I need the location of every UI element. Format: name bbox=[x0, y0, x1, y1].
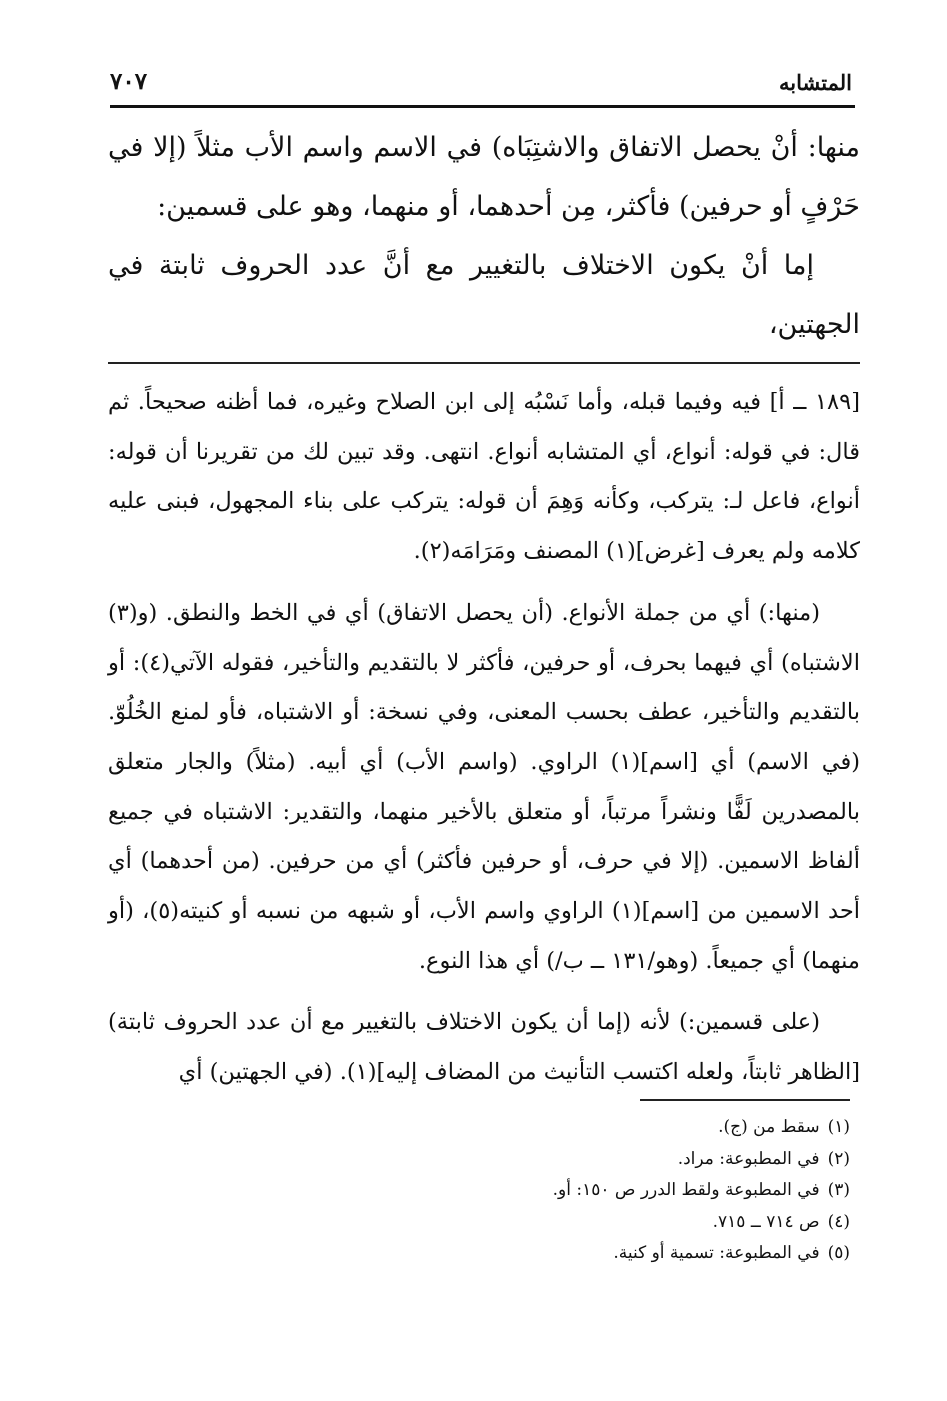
commentary-text bbox=[108, 378, 860, 1098]
footnote-divider bbox=[640, 1099, 850, 1101]
footnote-number: (١) bbox=[827, 1117, 850, 1137]
footnote bbox=[380, 1238, 850, 1270]
section-divider bbox=[108, 362, 860, 364]
footnote bbox=[380, 1175, 850, 1207]
footnote-number: (٢) bbox=[827, 1148, 850, 1169]
footnote-text: سقط من (ج). bbox=[718, 1117, 820, 1137]
footnote bbox=[380, 1112, 850, 1144]
footnote-number: (٤) bbox=[827, 1211, 850, 1232]
footnote-number: (٣) bbox=[827, 1180, 850, 1200]
commentary-paragraph: [١٨٩ ــ أ] فيه وفيما قبله، وأما نَسْبُه إلى ابن الصلاح وغيره، فما أظنه صحيحاً. ثم قال: في قوله: أنواع، أي المتشابه أنواع. انتهى. وقد تبين لك من تقريرنا أن قوله: أنواع، فاعل لـ: يتركب، وكأنه وَهِمَ أن قوله: يتركب على بناء المجهول، فبنى عليه كلامه ولم يعرف [غرض](١) المصنف ومَرَامَه(٢). bbox=[108, 389, 860, 565]
footnote-text: في المطبوعة: تسمية أو كنية. bbox=[613, 1243, 820, 1263]
main-text bbox=[108, 118, 860, 354]
running-title: المتشابه bbox=[779, 70, 852, 95]
footnote-text: ص ٧١٤ ــ ٧١٥. bbox=[712, 1211, 820, 1232]
footnote-number: (٥) bbox=[827, 1243, 850, 1263]
page-number: ٧٠٧ bbox=[110, 68, 148, 95]
main-paragraph: إما أنْ يكون الاختلاف بالتغيير مع أنَّ عدد الحروف ثابتة في الجهتين، bbox=[108, 250, 860, 340]
commentary-paragraph: (منها:) أي من جملة الأنواع. (أن يحصل الاتفاق) أي في الخط والنطق. (و(٣) الاشتباه) أي فيهما بحرف، أو حرفين، فأكثر لا بالتقديم والتأخير، فقوله الآتي(٤): أو بالتقديم والتأخير، عطف بحسب المعنى، وفي نسخة: أو الاشتباه، فأو لمنع الخُلُوّ. (في الاسم) أي [اسم](١) الراوي. (واسم الأب) أي أبيه. (مثلاً) والجار متعلق بالمصدرين لَفًّا ونشراً مرتباً، أو متعلق بالأخير منهما، والتقدير: الاشتباه في جميع ألفاظ الاسمين. (إلا في حرف، أو حرفين فأكثر) أي من حرفين. (من أحدهما) أي أحد الاسمين من [اسم](١) الراوي واسم الأب، أو شبهه من نسبه أو كنيته(٥)، (أو منهما) أي جميعاً. (وهو/١٣١ ــ ب/) أي هذا النوع. bbox=[108, 599, 860, 974]
header-rule bbox=[110, 105, 855, 108]
footnote bbox=[380, 1144, 850, 1176]
footnote-text: في المطبوعة: مراد. bbox=[677, 1148, 820, 1169]
footnote bbox=[380, 1207, 850, 1239]
footnote-text: في المطبوعة ولقط الدرر ص ١٥٠: أو. bbox=[552, 1180, 820, 1200]
page-header bbox=[110, 62, 852, 106]
main-paragraph: منها: أنْ يحصل الاتفاق والاشتِبَاه) في الاسم واسم الأب مثلاً (إلا في حَرْفٍ أو حرفين) فأكثر، مِن أحدهما، أو منهما، وهو على قسمين: bbox=[108, 132, 860, 222]
commentary-paragraph: (على قسمين:) لأنه (إما أن يكون الاختلاف بالتغيير مع أن عدد الحروف ثابتة) [الظاهر ثابتاً، ولعله اكتسب التأنيث من المضاف إليه](١). (في الجهتين) أي bbox=[108, 1009, 860, 1086]
footnotes bbox=[380, 1112, 850, 1270]
